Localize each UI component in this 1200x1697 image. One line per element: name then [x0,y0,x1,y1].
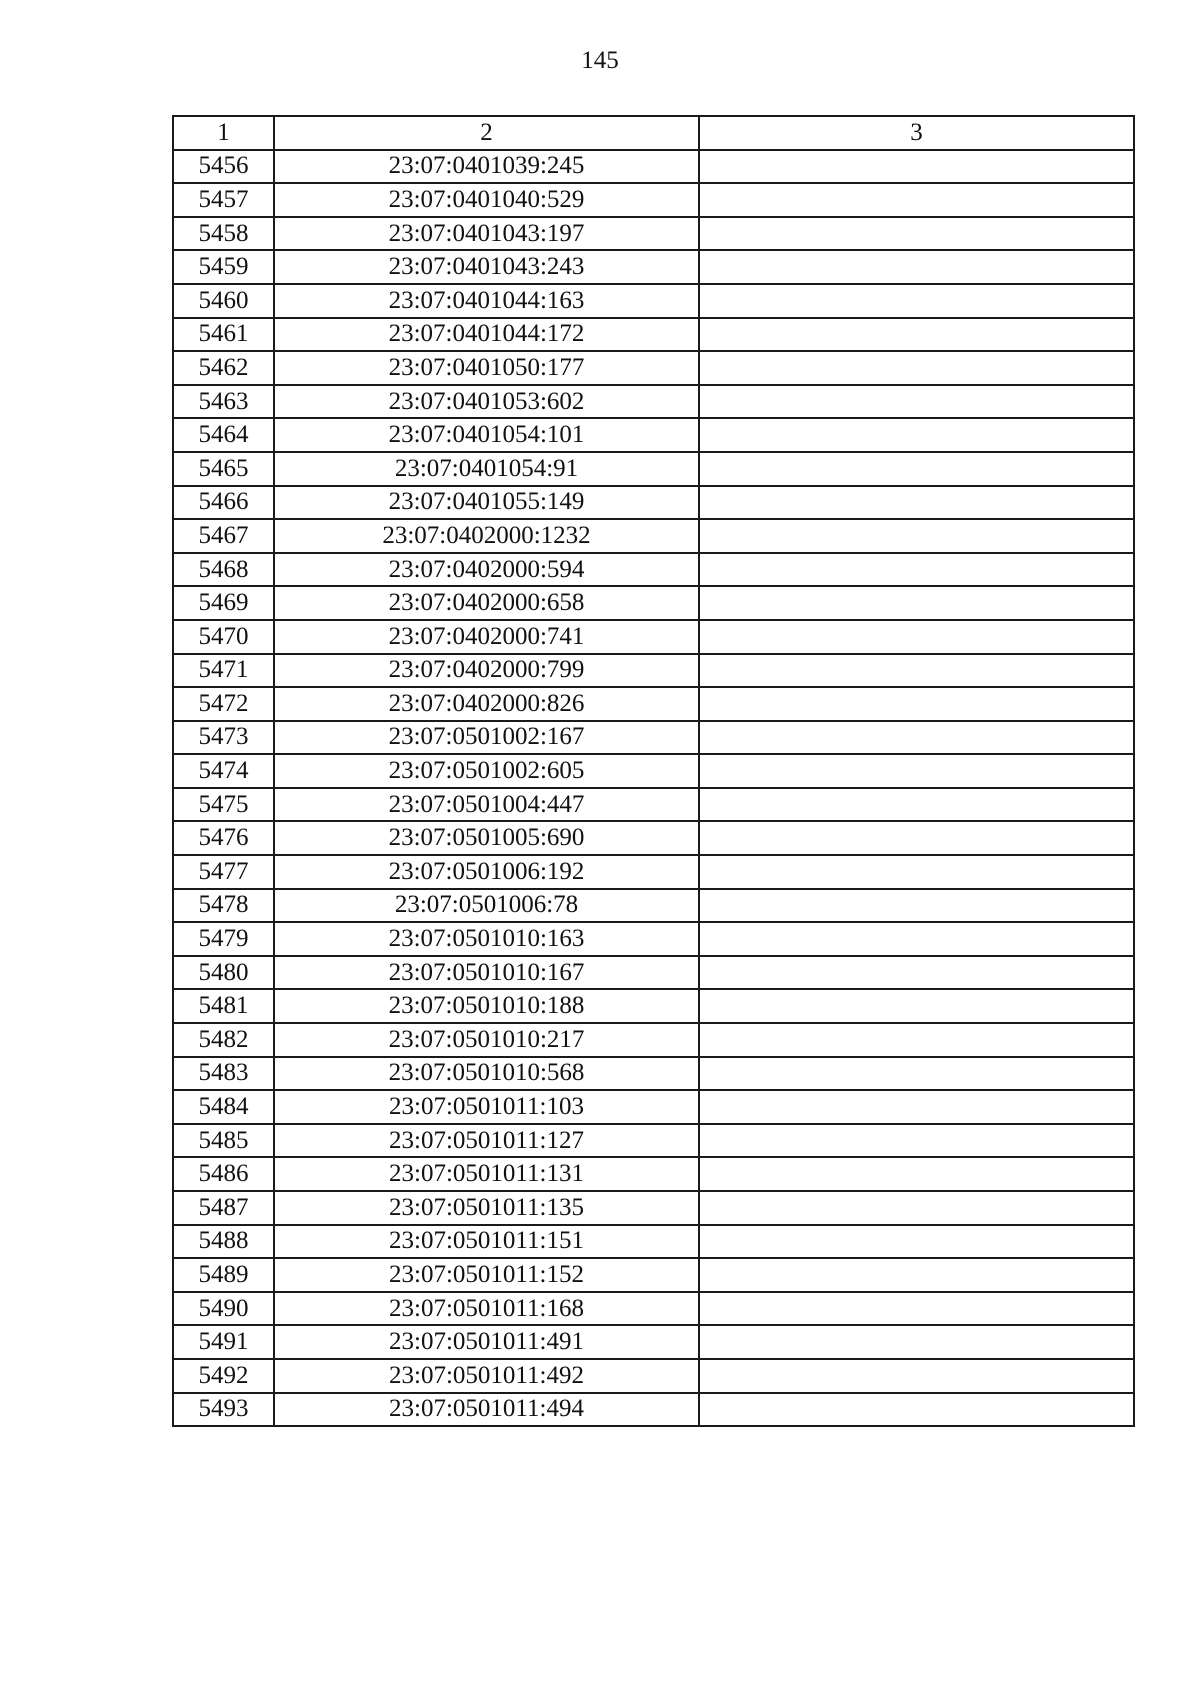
cadastral-number-cell: 23:07:0501006:192 [274,855,699,889]
notes-cell [699,956,1134,990]
cadastral-number-cell: 23:07:0402000:799 [274,654,699,688]
notes-cell [699,1191,1134,1225]
row-number-cell: 5481 [173,989,274,1023]
row-number-cell: 5463 [173,385,274,419]
table-row [173,855,1134,889]
row-number-cell: 5471 [173,654,274,688]
table-row [173,922,1134,956]
notes-cell [699,1325,1134,1359]
notes-cell [699,721,1134,755]
page-number: 145 [581,47,619,74]
table-row [173,620,1134,654]
cadastral-number-cell: 23:07:0402000:594 [274,553,699,587]
cadastral-number-cell: 23:07:0401044:163 [274,284,699,318]
cadastral-table [172,115,1135,1427]
notes-cell [699,922,1134,956]
notes-cell [699,1124,1134,1158]
cadastral-number-cell: 23:07:0501005:690 [274,821,699,855]
table-row [173,452,1134,486]
cadastral-number-cell: 23:07:0501011:127 [274,1124,699,1158]
cadastral-number-cell: 23:07:0501010:163 [274,922,699,956]
notes-cell [699,586,1134,620]
row-number-cell: 5456 [173,150,274,184]
table-row [173,687,1134,721]
table-row [173,351,1134,385]
notes-cell [699,1393,1134,1427]
cadastral-number-cell: 23:07:0401043:243 [274,250,699,284]
table-row [173,889,1134,923]
row-number-cell: 5460 [173,284,274,318]
table-row [173,956,1134,990]
notes-cell [699,1359,1134,1393]
row-number-cell: 5490 [173,1292,274,1326]
row-number-cell: 5477 [173,855,274,889]
row-number-cell: 5493 [173,1393,274,1427]
table-row [173,586,1134,620]
table-row [173,150,1134,184]
notes-cell [699,183,1134,217]
table-row [173,1157,1134,1191]
row-number-cell: 5482 [173,1023,274,1057]
table-row [173,1258,1134,1292]
cadastral-number-cell: 23:07:0501011:151 [274,1225,699,1259]
row-number-cell: 5457 [173,183,274,217]
notes-cell [699,687,1134,721]
row-number-cell: 5470 [173,620,274,654]
table-row [173,754,1134,788]
cadastral-number-cell: 23:07:0401054:91 [274,452,699,486]
cadastral-number-cell: 23:07:0402000:826 [274,687,699,721]
header-col-2: 2 [274,116,699,150]
row-number-cell: 5475 [173,788,274,822]
notes-cell [699,1090,1134,1124]
cadastral-number-cell: 23:07:0501002:605 [274,754,699,788]
row-number-cell: 5459 [173,250,274,284]
table-header-row [173,116,1134,150]
cadastral-number-cell: 23:07:0501002:167 [274,721,699,755]
table-row [173,318,1134,352]
notes-cell [699,284,1134,318]
row-number-cell: 5480 [173,956,274,990]
notes-cell [699,1057,1134,1091]
cadastral-number-cell: 23:07:0501011:491 [274,1325,699,1359]
table-row [173,1292,1134,1326]
row-number-cell: 5458 [173,217,274,251]
row-number-cell: 5486 [173,1157,274,1191]
table-row [173,721,1134,755]
notes-cell [699,486,1134,520]
cadastral-number-cell: 23:07:0401050:177 [274,351,699,385]
notes-cell [699,821,1134,855]
table-row [173,1124,1134,1158]
table-row [173,821,1134,855]
cadastral-number-cell: 23:07:0401039:245 [274,150,699,184]
notes-cell [699,889,1134,923]
cadastral-number-cell: 23:07:0401043:197 [274,217,699,251]
notes-cell [699,351,1134,385]
notes-cell [699,150,1134,184]
table-row [173,1057,1134,1091]
row-number-cell: 5476 [173,821,274,855]
notes-cell [699,553,1134,587]
notes-cell [699,788,1134,822]
notes-cell [699,250,1134,284]
table-row [173,385,1134,419]
row-number-cell: 5484 [173,1090,274,1124]
notes-cell [699,519,1134,553]
cadastral-number-cell: 23:07:0402000:741 [274,620,699,654]
row-number-cell: 5465 [173,452,274,486]
notes-cell [699,620,1134,654]
notes-cell [699,989,1134,1023]
row-number-cell: 5464 [173,418,274,452]
table-row [173,1359,1134,1393]
notes-cell [699,217,1134,251]
cadastral-number-cell: 23:07:0402000:1232 [274,519,699,553]
table-row [173,519,1134,553]
row-number-cell: 5469 [173,586,274,620]
cadastral-number-cell: 23:07:0501011:492 [274,1359,699,1393]
table-row [173,1225,1134,1259]
row-number-cell: 5461 [173,318,274,352]
row-number-cell: 5478 [173,889,274,923]
table-row [173,1393,1134,1427]
cadastral-number-cell: 23:07:0501011:131 [274,1157,699,1191]
notes-cell [699,452,1134,486]
table-row [173,284,1134,318]
cadastral-number-cell: 23:07:0501011:135 [274,1191,699,1225]
row-number-cell: 5483 [173,1057,274,1091]
notes-cell [699,1023,1134,1057]
row-number-cell: 5474 [173,754,274,788]
cadastral-number-cell: 23:07:0401053:602 [274,385,699,419]
cadastral-number-cell: 23:07:0501011:168 [274,1292,699,1326]
cadastral-number-cell: 23:07:0501011:494 [274,1393,699,1427]
row-number-cell: 5468 [173,553,274,587]
table-row [173,418,1134,452]
cadastral-number-cell: 23:07:0501010:188 [274,989,699,1023]
notes-cell [699,318,1134,352]
row-number-cell: 5491 [173,1325,274,1359]
row-number-cell: 5472 [173,687,274,721]
header-col-1: 1 [173,116,274,150]
row-number-cell: 5489 [173,1258,274,1292]
notes-cell [699,1225,1134,1259]
row-number-cell: 5488 [173,1225,274,1259]
cadastral-number-cell: 23:07:0401040:529 [274,183,699,217]
cadastral-number-cell: 23:07:0501011:152 [274,1258,699,1292]
table-row [173,486,1134,520]
notes-cell [699,654,1134,688]
cadastral-number-cell: 23:07:0401054:101 [274,418,699,452]
table-row [173,989,1134,1023]
cadastral-number-cell: 23:07:0501004:447 [274,788,699,822]
table-row [173,1325,1134,1359]
table-row [173,1023,1134,1057]
row-number-cell: 5479 [173,922,274,956]
notes-cell [699,1258,1134,1292]
cadastral-number-cell: 23:07:0501011:103 [274,1090,699,1124]
table-row [173,788,1134,822]
table-row [173,250,1134,284]
header-col-3: 3 [699,116,1134,150]
notes-cell [699,418,1134,452]
cadastral-number-cell: 23:07:0501006:78 [274,889,699,923]
table-body [173,150,1134,1427]
row-number-cell: 5473 [173,721,274,755]
notes-cell [699,385,1134,419]
table-row [173,217,1134,251]
notes-cell [699,855,1134,889]
cadastral-number-cell: 23:07:0501010:568 [274,1057,699,1091]
table-row [173,183,1134,217]
row-number-cell: 5492 [173,1359,274,1393]
row-number-cell: 5485 [173,1124,274,1158]
cadastral-number-cell: 23:07:0401044:172 [274,318,699,352]
table-row [173,1191,1134,1225]
cadastral-number-cell: 23:07:0402000:658 [274,586,699,620]
cadastral-number-cell: 23:07:0501010:217 [274,1023,699,1057]
table-row [173,553,1134,587]
notes-cell [699,754,1134,788]
table-row [173,1090,1134,1124]
row-number-cell: 5467 [173,519,274,553]
notes-cell [699,1157,1134,1191]
row-number-cell: 5462 [173,351,274,385]
table-row [173,654,1134,688]
row-number-cell: 5466 [173,486,274,520]
cadastral-number-cell: 23:07:0501010:167 [274,956,699,990]
row-number-cell: 5487 [173,1191,274,1225]
cadastral-number-cell: 23:07:0401055:149 [274,486,699,520]
notes-cell [699,1292,1134,1326]
